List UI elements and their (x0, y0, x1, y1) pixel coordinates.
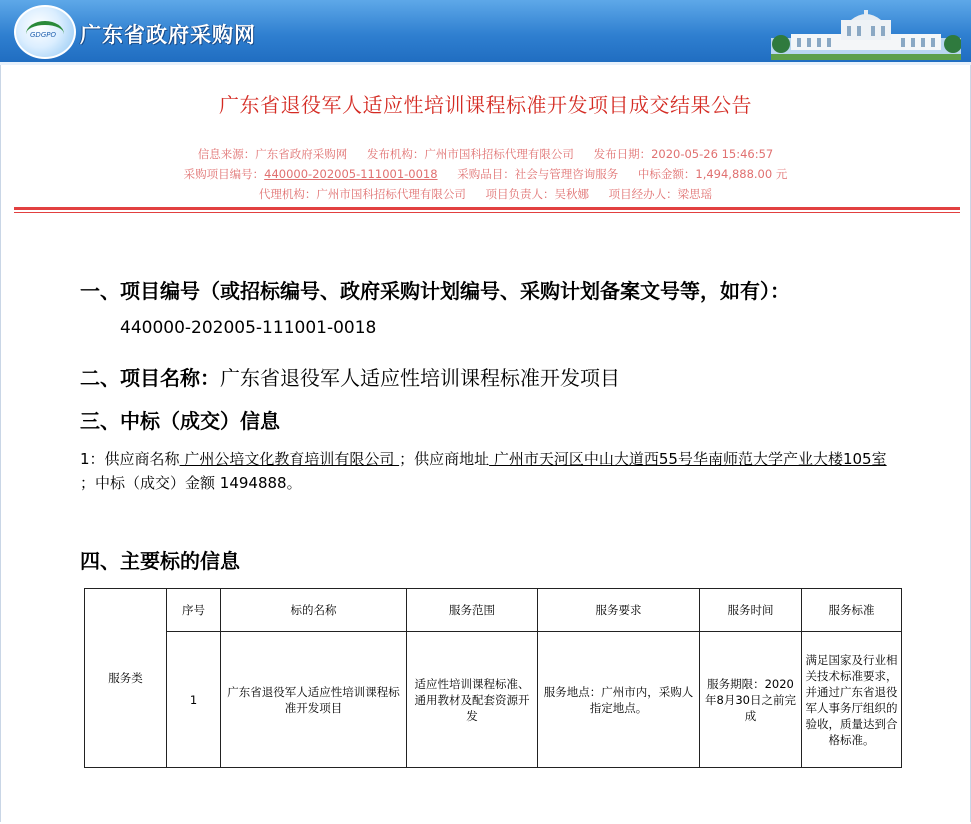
table-row (85, 632, 902, 768)
meta-amount: 中标金额：1,494,888.00 元 (637, 167, 788, 181)
table-header: 服务范围 (407, 589, 538, 632)
award-info-paragraph (80, 447, 900, 495)
meta-category: 采购品目：社会与管理咨询服务 (457, 167, 619, 181)
meta-line-1 (0, 146, 971, 162)
title-divider-thin (14, 212, 960, 213)
logo-text: GDGPO (30, 31, 56, 39)
award-amount-label: ；中标（成交）金额 (80, 474, 216, 492)
row-service-scope: 适应性培训课程标准、通用教材及配套资源开发 (407, 632, 538, 768)
meta-date: 发布日期：2020-05-26 15:46:57 (593, 147, 774, 161)
supplier-name-label: 1：供应商名称 (80, 450, 180, 468)
meta-manager: 项目经办人：梁思瑶 (608, 187, 713, 201)
section-project-name-heading: 二、项目名称： (80, 366, 220, 390)
supplier-address-label: ；供应商地址 (399, 450, 490, 468)
meta-leader: 项目负责人：吴秋娜 (485, 187, 589, 201)
row-number: 1 (167, 632, 221, 768)
section-project-number-heading: 一、项目编号（或招标编号、政府采购计划编号、采购计划备案文号等，如有）： (80, 279, 790, 303)
category-cell: 服务类 (85, 589, 167, 768)
meta-publisher: 发布机构：广州市国科招标代理有限公司 (366, 147, 574, 161)
table-header: 服务标准 (802, 589, 902, 632)
table-header-row (85, 589, 902, 632)
row-service-requirement: 服务地点：广州市内，采购人指定地点。 (538, 632, 700, 768)
subject-info-table (84, 588, 902, 768)
meta-source: 信息来源：广东省政府采购网 (197, 147, 348, 161)
site-logo[interactable] (14, 5, 76, 59)
table-header: 服务时间 (700, 589, 802, 632)
row-service-time: 服务期限：2020年8月30日之前完成 (700, 632, 802, 768)
table-header: 标的名称 (221, 589, 407, 632)
section-award-heading: 三、中标（成交）信息 (80, 409, 280, 433)
building-illustration-icon (771, 8, 961, 60)
meta-line-3 (0, 186, 971, 202)
site-banner (0, 0, 971, 64)
row-service-standard: 满足国家及行业相关技术标准要求，并通过广东省退役军人事务厅组织的验收，质量达到合格标准。 (802, 632, 902, 768)
supplier-name: 广州公培文化教育培训有限公司 (179, 450, 400, 468)
site-name[interactable]: 广东省政府采购网 (80, 23, 256, 47)
meta-line-2 (0, 166, 971, 182)
title-divider-thick (14, 207, 960, 210)
meta-project-no: 采购项目编号：440000-202005-111001-0018 (183, 167, 438, 181)
section-project-name (80, 362, 620, 391)
project-number-value: 440000-202005-111001-0018 (120, 318, 377, 338)
notice-title: 广东省退役军人适应性培训课程标准开发项目成交结果公告 (219, 93, 752, 117)
meta-agency: 代理机构：广州市国科招标代理有限公司 (258, 187, 466, 201)
project-no-link[interactable]: 440000-202005-111001-0018 (264, 167, 438, 181)
table-header: 序号 (167, 589, 221, 632)
section-subject-heading: 四、主要标的信息 (80, 549, 240, 573)
project-name-value: 广东省退役军人适应性培训课程标准开发项目 (220, 366, 620, 390)
banner-divider (0, 62, 971, 65)
supplier-address: 广州市天河区中山大道西55号华南师范大学产业大楼105室 (489, 450, 887, 468)
table-header: 服务要求 (538, 589, 700, 632)
row-subject-name: 广东省退役军人适应性培训课程标准开发项目 (221, 632, 407, 768)
award-amount: 1494888。 (219, 474, 302, 492)
